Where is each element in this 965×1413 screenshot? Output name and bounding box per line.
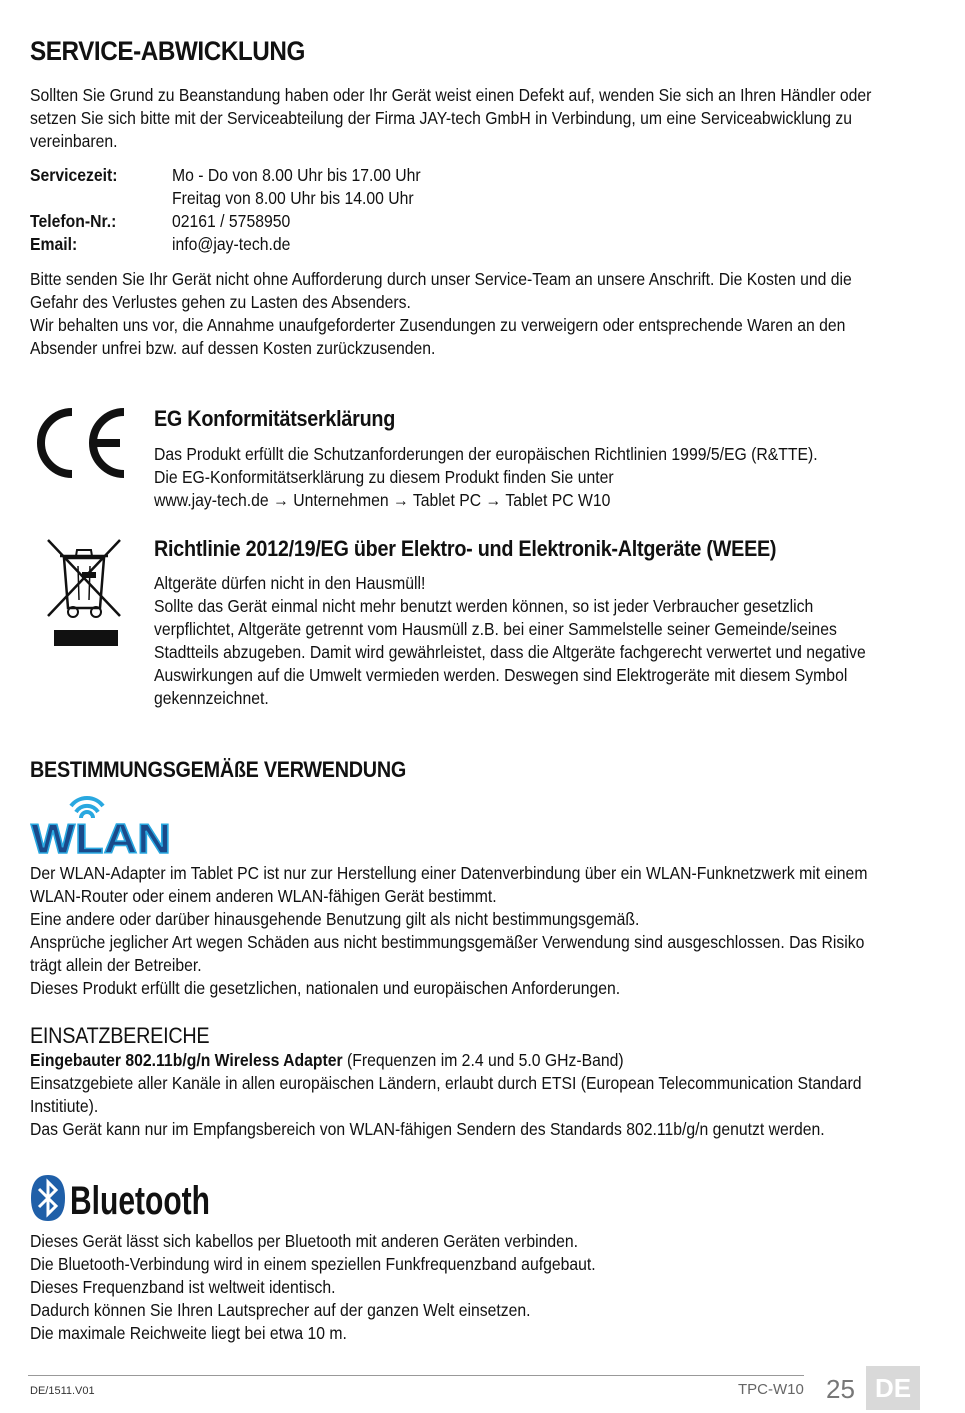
- telefon-label: Telefon-Nr.:: [30, 211, 117, 231]
- service-intro: [30, 84, 965, 153]
- footer-model: TPC-W10: [738, 1381, 804, 1398]
- usage-line: Ansprüche jeglicher Art wegen Schäden aus nicht bestimmungsgemäßer Verwendung sind ausgeschlossen. Das Risiko: [30, 932, 865, 952]
- ce-path-site: www.jay-tech.de: [154, 490, 269, 510]
- einsatz-line: Einsatzgebiete aller Kanäle in allen europäischen Ländern, erlaubt durch ETSI (European Telecommunication Standard: [30, 1073, 862, 1093]
- service-note-line: Absender unfrei bzw. auf dessen Kosten zurückzusenden.: [30, 338, 436, 358]
- usage-line: Eine andere oder darüber hinausgehende Benutzung gilt als nicht bestimmungsgemäß.: [30, 909, 640, 929]
- ce-path-step: Tablet PC W10: [505, 490, 611, 510]
- weee-line: Sollte das Gerät einmal nicht mehr benutzt werden können, so ist jeder Verbraucher gesetzlich: [154, 596, 814, 616]
- service-title: SERVICE-ABWICKLUNG: [30, 36, 305, 66]
- arrow-right-icon: →: [273, 490, 289, 510]
- ce-path: [154, 489, 610, 512]
- servicezeit-label: Servicezeit:: [30, 165, 118, 185]
- wlan-logo-icon: [30, 790, 175, 862]
- crossed-bin-icon: [46, 536, 122, 648]
- weee-line: Stadtteils abzugeben. Damit wird gewährleistet, dass die Altgeräte fachgerecht verwertet und negative: [154, 642, 866, 662]
- language-badge: DE: [866, 1366, 920, 1410]
- service-note-line: Gefahr des Verlustes gehen zu Lasten des Absenders.: [30, 292, 411, 312]
- bluetooth-line: Dieses Gerät lässt sich kabellos per Bluetooth mit anderen Geräten verbinden.: [30, 1231, 579, 1251]
- email-label: Email:: [30, 234, 78, 254]
- service-intro-line: Sollten Sie Grund zu Beanstandung haben oder Ihr Gerät weist einen Defekt auf, wenden Sie sich an Ihren Händler oder: [30, 85, 872, 105]
- service-note-line: Wir behalten uns vor, die Annahme unaufgeforderter Zusendungen zu verweigern oder entsprechende Waren an den: [30, 315, 846, 335]
- usage-line: trägt allein der Betreiber.: [30, 955, 202, 975]
- service-note: [30, 268, 943, 360]
- servicezeit-line: Mo - Do von 8.00 Uhr bis 17.00 Uhr: [172, 165, 421, 185]
- footer-doc-code: DE/1511.V01: [30, 1385, 95, 1397]
- footer-divider: [28, 1375, 804, 1376]
- usage-title: BESTIMMUNGSGEMÄßE VERWENDUNG: [30, 757, 406, 782]
- usage-line: WLAN-Router oder einem anderen WLAN-fähigen Gerät bestimmt.: [30, 886, 497, 906]
- service-intro-line: setzen Sie sich bitte mit der Serviceabteilung der Firma JAY-tech GmbH in Verbindung, um eine Serviceabwicklung zu: [30, 108, 853, 128]
- einsatz-title: EINSATZBEREICHE: [30, 1023, 210, 1048]
- bluetooth-logo-text: Bluetooth: [70, 1179, 210, 1223]
- usage-text: [30, 862, 960, 1000]
- bluetooth-wordmark: [70, 1176, 212, 1222]
- adapter-frequency: (Frequenzen im 2.4 und 5.0 GHz-Band): [342, 1050, 624, 1070]
- bluetooth-line: Dieses Frequenzband ist weltweit identisch.: [30, 1277, 336, 1297]
- servicezeit-line: Freitag von 8.00 Uhr bis 14.00 Uhr: [172, 188, 414, 208]
- usage-line: Der WLAN-Adapter im Tablet PC ist nur zur Herstellung einer Datenverbindung über ein WLAN-Funknetzwerk mit einem: [30, 863, 868, 883]
- ce-path-step: Tablet PC: [412, 490, 482, 510]
- weee-title: Richtlinie 2012/19/EG über Elektro- und Elektronik-Altgeräte (WEEE): [154, 536, 777, 561]
- service-note-line: Bitte senden Sie Ihr Gerät nicht ohne Aufforderung durch unser Service-Team an unsere Anschrift. Die Kosten und die: [30, 269, 852, 289]
- weee-text: [154, 572, 945, 710]
- einsatz-adapter: [30, 1049, 624, 1072]
- bluetooth-text: [30, 1230, 658, 1345]
- bluetooth-line: Die maximale Reichweite liegt bei etwa 10 m.: [30, 1323, 347, 1343]
- einsatz-text: [30, 1072, 954, 1141]
- weee-line: Auswirkungen auf die Umwelt vermieden werden. Deswegen sind Elektrogeräte mit diesem Symbol: [154, 665, 848, 685]
- service-intro-line: vereinbaren.: [30, 131, 118, 151]
- wlan-logo-text: WLAN: [31, 815, 171, 862]
- ce-path-step: Unternehmen: [293, 490, 389, 510]
- ce-line: Die EG-Konformitätserklärung zu diesem Produkt finden Sie unter: [154, 467, 614, 487]
- arrow-right-icon: →: [393, 490, 409, 510]
- ce-title: EG Konformitätserklärung: [154, 406, 396, 431]
- bluetooth-icon: [30, 1174, 66, 1222]
- bluetooth-line: Dadurch können Sie Ihren Lautsprecher auf der ganzen Welt einsetzen.: [30, 1300, 531, 1320]
- einsatz-line: Institiute).: [30, 1096, 99, 1116]
- telefon-value: 02161 / 5758950: [172, 211, 291, 231]
- page-number: 25: [826, 1374, 855, 1404]
- ce-line: Das Produkt erfüllt die Schutzanforderungen der europäischen Richtlinien 1999/5/EG (R&TTE).: [154, 444, 818, 464]
- einsatz-line: Das Gerät kann nur im Empfangsbereich von WLAN-fähigen Sendern des Standards 802.11b/g/n genutzt werden.: [30, 1119, 825, 1139]
- weee-line: gekennzeichnet.: [154, 688, 269, 708]
- arrow-right-icon: →: [485, 490, 502, 510]
- ce-mark-icon: [28, 408, 128, 478]
- weee-line: Altgeräte dürfen nicht in den Hausmüll!: [154, 573, 426, 593]
- email-value: info@jay-tech.de: [172, 234, 291, 254]
- bluetooth-line: Die Bluetooth-Verbindung wird in einem speziellen Funkfrequenzband aufgebaut.: [30, 1254, 596, 1274]
- usage-line: Dieses Produkt erfüllt die gesetzlichen, nationalen und europäischen Anforderungen.: [30, 978, 621, 998]
- weee-line: verpflichtet, Altgeräte getrennt vom Hausmüll z.B. bei einer Sammelstelle seiner Gemeinde/seines: [154, 619, 837, 639]
- adapter-name: Eingebauter 802.11b/g/n Wireless Adapter: [30, 1050, 343, 1070]
